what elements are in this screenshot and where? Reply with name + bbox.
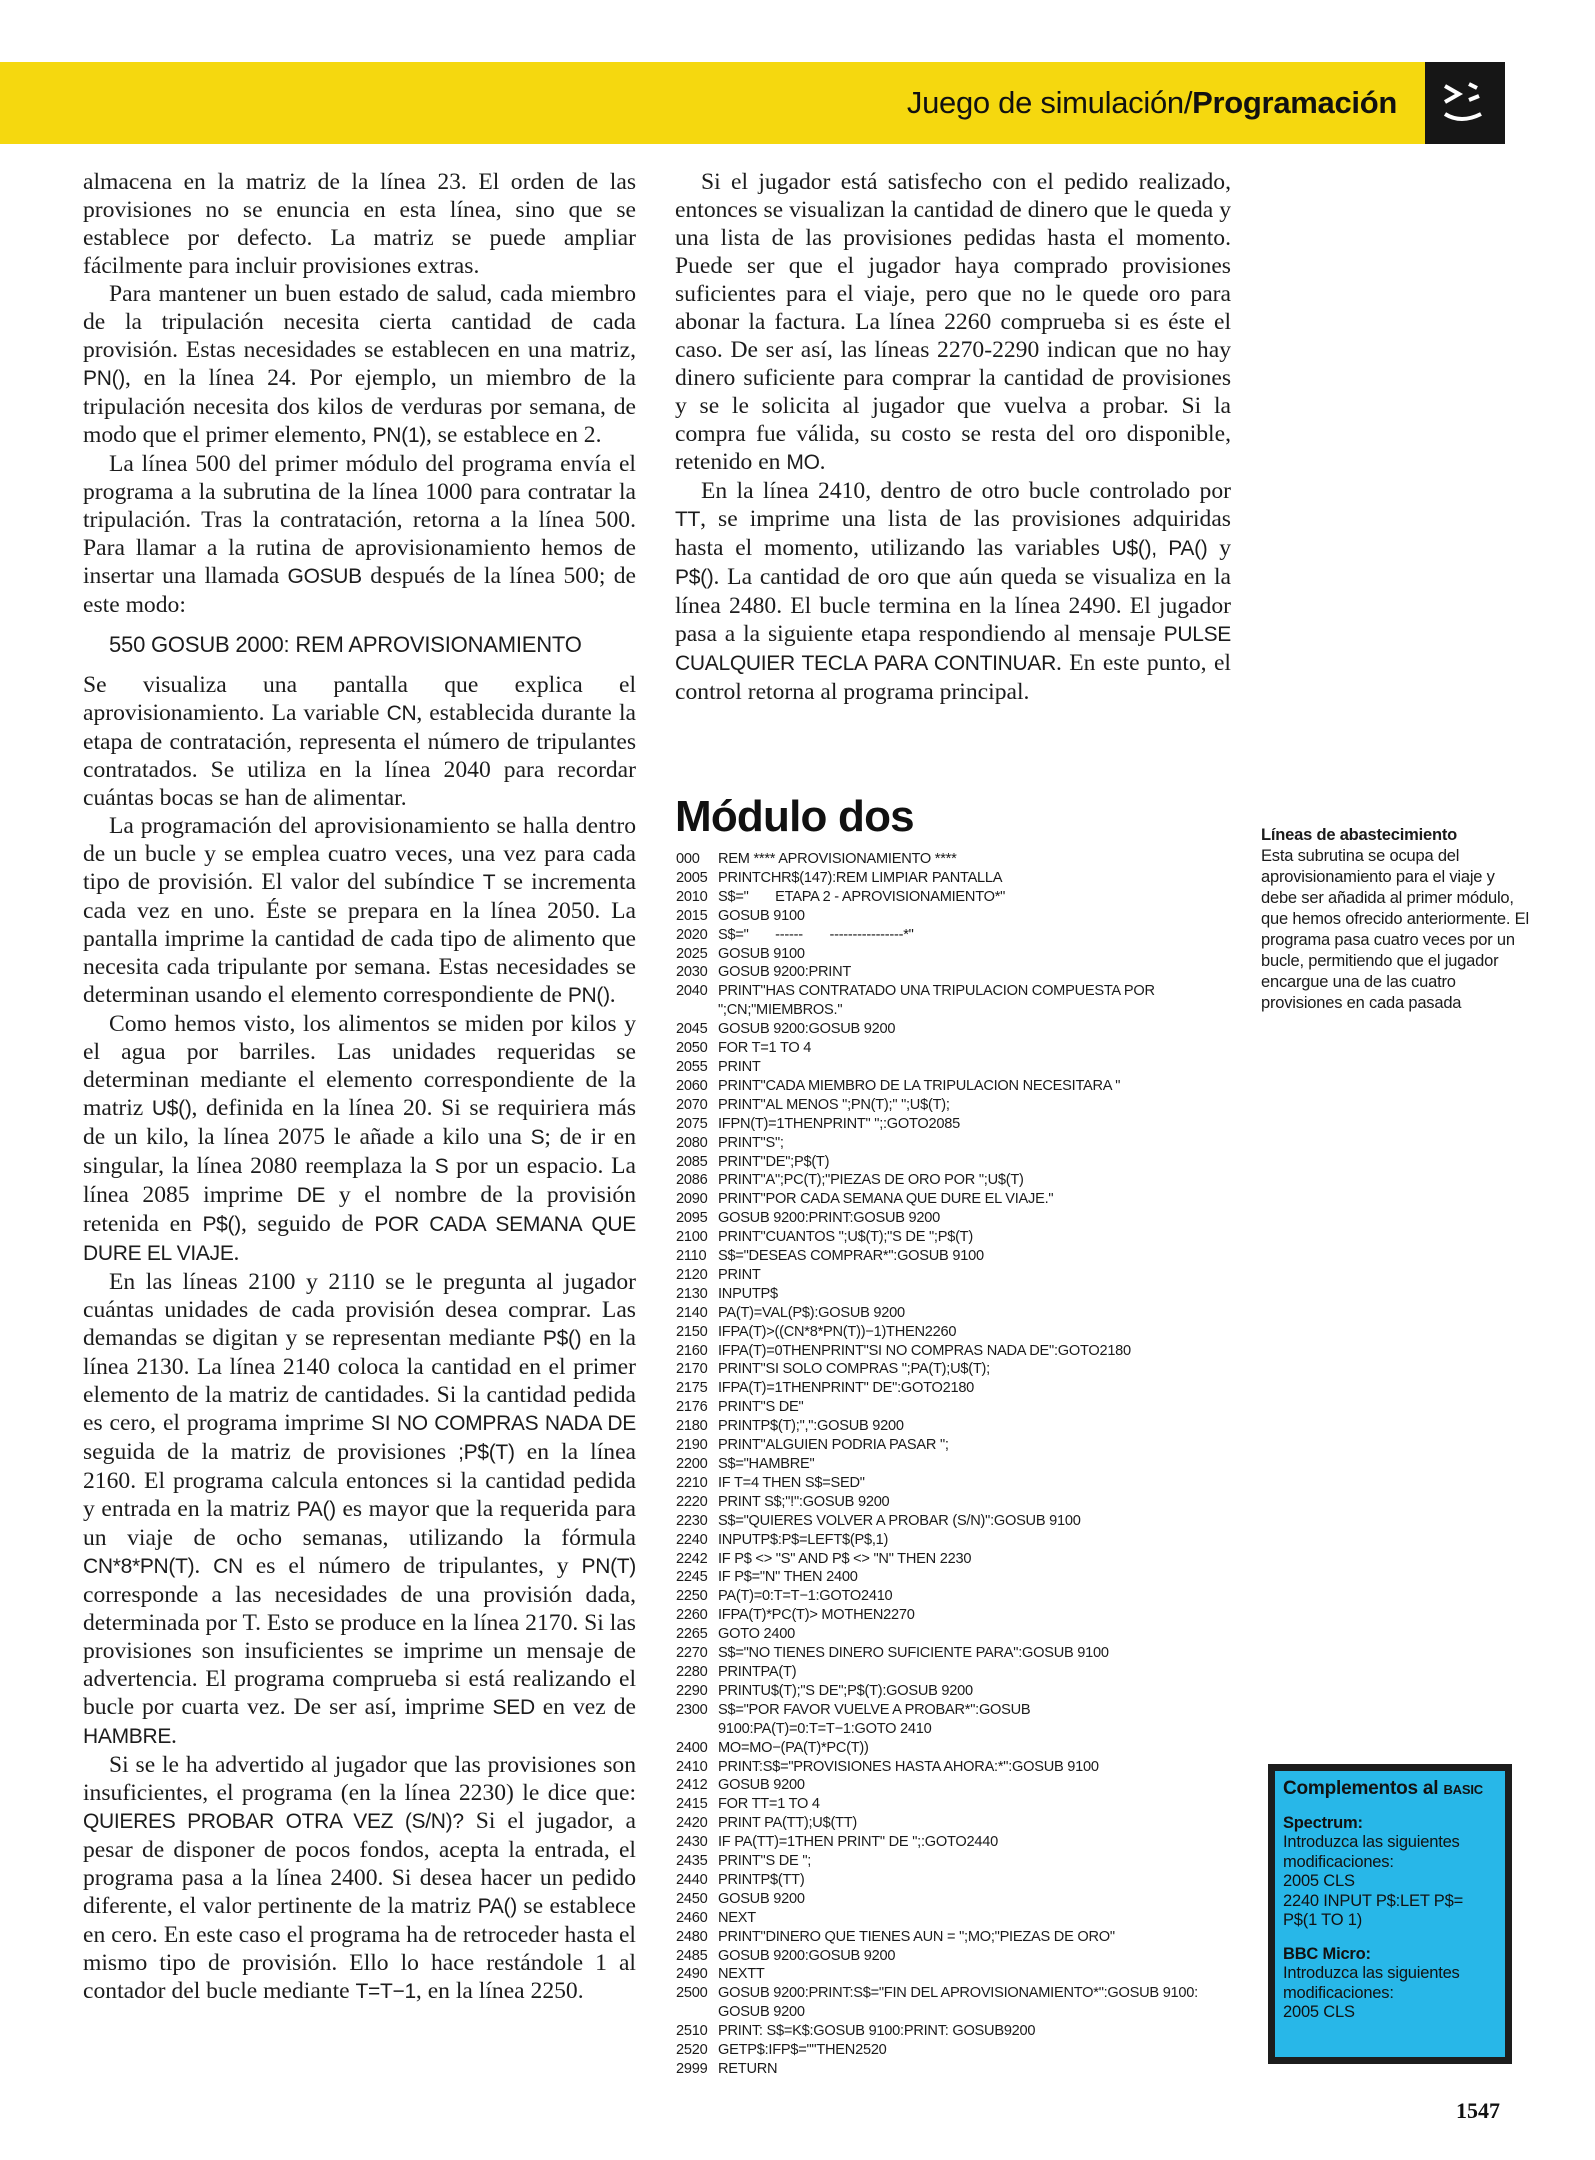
listing-line [676, 1663, 1236, 1682]
listing-line-number: 2420 [676, 1815, 708, 1832]
listing-line [676, 1266, 1236, 1285]
listing-line [676, 1871, 1236, 1890]
listing-line-code: GOSUB 9200:GOSUB 9200 [718, 1021, 896, 1038]
listing-line-number: 2010 [676, 888, 708, 905]
listing-line [676, 1360, 1236, 1379]
listing-line-code: GOTO 2400 [718, 1626, 795, 1643]
listing-line-number: 2025 [676, 945, 708, 962]
listing-line-code: PRINTU$(T);"S DE";P$(T):GOSUB 9200 [718, 1682, 973, 1699]
listing-line-code: GETP$:IFP$=""THEN2520 [718, 2042, 887, 2059]
listing-line-code: S$=" ETAPA 2 - APROVISIONAMIENTO*" [718, 888, 1006, 905]
listing-line-number: 2100 [676, 1229, 708, 1246]
listing-line [676, 1228, 1236, 1247]
listing-line-code: IF P$ <> "S" AND P$ <> "N" THEN 2230 [718, 1550, 972, 1567]
listing-line [676, 1379, 1236, 1398]
middle-text-column [675, 168, 1231, 706]
listing-line-code: IF P$="N" THEN 2400 [718, 1569, 858, 1586]
listing-line-code: IFPA(T)=1THENPRINT" DE":GOTO2180 [718, 1380, 975, 1397]
basic-complements-box [1268, 1764, 1512, 2064]
listing-line-number: 2040 [676, 983, 708, 1000]
listing-line-code: S$="DESEAS COMPRAR*":GOSUB 9100 [718, 1248, 984, 1265]
listing-line-code: PRINTPA(T) [718, 1663, 797, 1680]
listing-line-number: 2005 [676, 869, 708, 886]
listing-line-number: 2250 [676, 1588, 708, 1605]
listing-line-code: REM **** APROVISIONAMIENTO **** [718, 851, 957, 867]
listing-line [676, 1323, 1236, 1342]
listing-line-number: 2270 [676, 1645, 708, 1662]
listing-line-number: 2190 [676, 1437, 708, 1454]
listing-line-number: 2086 [676, 1172, 708, 1189]
listing-line [676, 1285, 1236, 1304]
listing-line-number: 2999 [676, 2061, 708, 2077]
running-header [907, 78, 1397, 128]
listing-line-code: PRINT"DINERO QUE TIENES AUN = ";MO;"PIEZAS DE ORO" [718, 1928, 1115, 1945]
listing-line-number: 2300 [676, 1701, 708, 1718]
listing-line-number: 2015 [676, 907, 708, 924]
listing-line-code: IFPA(T)=0THENPRINT"SI NO COMPRAS NADA DE":GOTO2180 [718, 1342, 1131, 1359]
spectrum-label: Spectrum: [1283, 1813, 1363, 1832]
listing-line-number: 2160 [676, 1342, 708, 1359]
listing-line-code: IFPN(T)=1THENPRINT" ";:GOTO2085 [718, 1115, 960, 1132]
left-paragraph-4: Se visualiza una pantalla que explica el aprovisionamiento. La variable CN, establecida durante la etapa de contratación, representa el número de tripulantes contratados. Se utiliza en la línea 2040 para recordar cuántas bocas se han de alimentar. [83, 672, 636, 811]
listing-line-code: PRINT"AL MENOS ";PN(T);" ";U$(T); [718, 1096, 950, 1113]
listing-line [676, 1606, 1236, 1625]
listing-line-number: 2242 [676, 1550, 708, 1567]
listing-line-number: 2200 [676, 1456, 708, 1472]
listing-line [676, 1474, 1236, 1493]
listing-line-number: 2170 [676, 1361, 708, 1378]
listing-line-number: 2070 [676, 1096, 708, 1113]
listing-line-number: 2045 [676, 1021, 708, 1038]
listing-line [676, 1417, 1236, 1436]
listing-line-number: 2180 [676, 1418, 708, 1435]
listing-line [676, 1171, 1236, 1190]
listing-line-number: 2400 [676, 1739, 708, 1756]
listing-line-number: 2175 [676, 1380, 708, 1397]
listing-line-code: FOR TT=1 TO 4 [718, 1796, 820, 1813]
left-paragraph-2: Para mantener un buen estado de salud, cada miembro de la tripulación necesita cierta cantidad de cada provisión. Estas necesidades se establecen en una matriz, PN(), en la línea 24. Por ejemplo, un miembro de la tripulación necesita dos kilos de verduras por semana, de modo que el primer elemento, PN(1), se establece en 2. [83, 281, 636, 448]
listing-line-code: S$="POR FAVOR VUELVE A PROBAR*":GOSUB 9100:PA(T)=0:T=T−1:GOTO 2410 [718, 1701, 1031, 1737]
listing-line [676, 1947, 1236, 1966]
left-paragraph-6: Como hemos visto, los alimentos se miden por kilos y el agua por barriles. Las unidades requeridas se determinan mediante el elemento correspondiente de la matriz U$(), definida en la línea 20. Si se requiriera más de un kilo, la línea 2075 le añade a kilo una S; de ir en singular, la línea 2080 reemplaza la S por un espacio. La línea 2085 imprime DE y el nombre de la provisión retenida en P$(), seguido de POR CADA SEMANA QUE DURE EL VIAJE. [83, 1011, 637, 1266]
listing-line-code: PA(T)=0:T=T−1:GOTO2410 [718, 1588, 893, 1605]
header-title-regular: Juego de simulación/ [906, 85, 1193, 120]
listing-line-number: 2176 [676, 1399, 708, 1416]
listing-line [676, 1550, 1236, 1569]
listing-line [676, 1758, 1236, 1777]
left-paragraph-1: almacena en la matriz de la línea 23. El orden de las provisiones no se enuncia en esta línea, sino que se establece por defecto. La matriz se puede ampliar fácilmente para incluir provisiones extras. [83, 169, 636, 279]
listing-line-code: PA(T)=VAL(P$):GOSUB 9200 [718, 1304, 905, 1321]
bbc-label: BBC Micro: [1283, 1944, 1371, 1963]
listing-line [676, 1247, 1236, 1266]
listing-line-number: 2245 [676, 1569, 708, 1586]
listing-line [676, 1833, 1236, 1852]
listing-line-code: PRINT S$;"!":GOSUB 9200 [718, 1493, 890, 1510]
listing-line [676, 2022, 1236, 2041]
listing-line-code: GOSUB 9200 [718, 1777, 805, 1794]
listing-line [676, 1190, 1236, 1209]
header-title-bold: Programación [1192, 85, 1397, 120]
listing-line-code: PRINT"S"; [718, 1134, 784, 1151]
listing-line-number: 2050 [676, 1040, 708, 1057]
listing-line-number: 2260 [676, 1607, 708, 1624]
listing-line-code: PRINT"CUANTOS ";U$(T);"S DE ";P$(T) [718, 1229, 973, 1246]
listing-line-code: GOSUB 9100 [718, 945, 805, 962]
listing-line-number: 2485 [676, 1947, 708, 1964]
listing-line [676, 1852, 1236, 1871]
listing-line-number: 2480 [676, 1928, 708, 1945]
listing-line-number: 2450 [676, 1890, 708, 1907]
listing-line-code: MO=MO−(PA(T)*PC(T)) [718, 1739, 869, 1756]
listing-line [676, 869, 1236, 888]
listing-line [676, 963, 1236, 982]
listing-line-number: 2440 [676, 1871, 708, 1888]
listing-line-code: PRINT"SI SOLO COMPRAS ";PA(T);U$(T); [718, 1361, 990, 1378]
listing-line-number: 2490 [676, 1966, 708, 1983]
bbc-line-1: 2005 CLS [1283, 2003, 1355, 2021]
listing-line [676, 926, 1236, 945]
listing-line-code: GOSUB 9200 [718, 1890, 805, 1907]
listing-line [676, 945, 1236, 964]
listing-line-code: GOSUB 9200:GOSUB 9200 [718, 1947, 896, 1964]
listing-line [676, 1928, 1236, 1947]
spectrum-line-1: 2005 CLS [1283, 1872, 1355, 1890]
listing-line-number: 000 [676, 851, 700, 867]
listing-line [676, 1568, 1236, 1587]
bbc-intro: Introduzca las siguientes modificaciones: [1283, 1964, 1460, 2002]
listing-line-number: 2412 [676, 1777, 708, 1794]
listing-line [676, 1020, 1236, 1039]
listing-line-code: NEXTT [718, 1966, 765, 1983]
left-paragraph-5: La programación del aprovisionamiento se halla dentro de un bucle y se emplea cuatro veces, una vez para cada tipo de provisión. El valor del subíndice T se incrementa cada vez en uno. Éste se prepara en la línea 2050. La pantalla imprime la cantidad de cada tipo de alimento que necesita cada tripulante por semana. Estas necesidades se determinan usando el elemento correspondiente de PN(). [83, 813, 636, 1008]
listing-line-number: 2090 [676, 1191, 708, 1208]
listing-line [676, 1209, 1236, 1228]
listing-line [676, 1795, 1236, 1814]
listing-line-number: 2460 [676, 1909, 708, 1926]
listing-line-code: IFPA(T)>((CN*8*PN(T))−1)THEN2260 [718, 1323, 957, 1340]
listing-line-number: 2265 [676, 1626, 708, 1643]
listing-line-number: 2280 [676, 1663, 708, 1680]
listing-line [676, 1436, 1236, 1455]
side-caption-title: Líneas de abastecimiento [1261, 826, 1458, 844]
spectrum-intro: Introduzca las siguientes modificaciones: [1283, 1833, 1460, 1871]
listing-line [676, 982, 1236, 1020]
listing-line-code: PRINT"A";PC(T);"PIEZAS DE ORO POR ";U$(T) [718, 1172, 1024, 1189]
listing-line-number: 2430 [676, 1834, 708, 1851]
listing-line [676, 1644, 1236, 1663]
listing-line-code: PRINT"S DE" [718, 1399, 804, 1416]
listing-line-number: 2510 [676, 2023, 708, 2040]
listing-line [676, 1493, 1236, 1512]
listing-line-code: IF PA(TT)=1THEN PRINT" DE ";:GOTO2440 [718, 1834, 998, 1851]
listing-line-code: IFPA(T)*PC(T)> MOTHEN2270 [718, 1607, 915, 1624]
listing-line-code: GOSUB 9200:PRINT:S$="FIN DEL APROVISIONAMIENTO*":GOSUB 9100: GOSUB 9200 [718, 1985, 1198, 2021]
code-example-line: 550 GOSUB 2000: REM APROVISIONAMIENTO [109, 632, 582, 657]
listing-line [676, 1512, 1236, 1531]
listing-line-number: 2520 [676, 2042, 708, 2059]
listing-line [676, 1153, 1236, 1172]
listing-line-code: PRINT"POR CADA SEMANA QUE DURE EL VIAJE." [718, 1191, 1054, 1208]
listing-line [676, 1890, 1236, 1909]
left-text-column [83, 168, 636, 2006]
listing-line-code: PRINT"CADA MIEMBRO DE LA TRIPULACION NECESITARA " [718, 1077, 1121, 1094]
listing-line [676, 1682, 1236, 1701]
mid-paragraph-1: Si el jugador está satisfecho con el pedido realizado, entonces se visualizan la cantidad de dinero que le queda y una lista de las provisiones pedidas hasta el momento. Puede ser que el jugador haya comprado provisiones suficientes para el viaje, pero que no le quede oro para abonar la factura. La línea 2260 comprueba si es éste el caso. De ser así, las líneas 2270-2290 indican que no hay dinero suficiente para comprar la cantidad de provisiones y se le solicita al jugador que vuelva a probar. Si la compra fue válida, su costo se resta del oro disponible, retenido en MO. [675, 169, 1231, 475]
side-caption [1261, 825, 1531, 1014]
left-paragraph-7: En las líneas 2100 y 2110 se le pregunta al jugador cuántas unidades de cada provisión desea comprar. Las demandas se digitan y se representan mediante P$() en la línea 2130. La línea 2140 coloca la cantidad en el primer elemento de la matriz de cantidades. Si la cantidad pedida es cero, el programa imprime SI NO COMPRAS NADA DE seguida de la matriz de provisiones ;P$(T) en la línea 2160. El programa calcula entonces si la cantidad pedida y entrada en la matriz PA() es mayor que la requerida para un viaje de ocho semanas, utilizando la fórmula CN*8*PN(T). CN es el número de tripulantes, y PN(T) corresponde a las necesidades de una provisión dada, determinada por T. Esto se produce en la línea 2170. Si las provisiones son insuficientes se imprime un mensaje de advertencia. El programa comprueba si está realizando el bucle por cuarta vez. De ser así, imprime SED en vez de HAMBRE. [83, 1269, 637, 1749]
listing-line-number: 2240 [676, 1531, 708, 1548]
listing-line [676, 850, 1236, 869]
listing-line-code: PRINT PA(TT);U$(TT) [718, 1815, 858, 1832]
listing-line [676, 1739, 1236, 1758]
listing-line-number: 2110 [676, 1248, 707, 1265]
listing-line-number: 2290 [676, 1682, 708, 1699]
listing-line [676, 1814, 1236, 1833]
left-paragraph-8: Si se le ha advertido al jugador que las provisiones son insuficientes, el programa (en la línea 2230) le dice que: QUIERES PROBAR OTRA VEZ (S/N)? Si el jugador, a pesar de disponer de pocos fondos, acepta la entrada, el programa pasa a la línea 2400. Si desea hacer un pedido diferente, el valor pertinente de la matriz PA() se establece en cero. En este caso el programa ha de retroceder hasta el mismo tipo de provisión. Ello lo hace restándole 1 al contador del bucle mediante T=T−1, en la línea 2250. [83, 1752, 636, 2004]
listing-line-number: 2095 [676, 1210, 708, 1227]
listing-line [676, 1096, 1236, 1115]
listing-line [676, 1134, 1236, 1153]
listing-line-code: PRINT [718, 1058, 761, 1075]
listing-line-code: GOSUB 9200:PRINT:GOSUB 9200 [718, 1210, 940, 1227]
listing-line [676, 1039, 1236, 1058]
listing-line-number: 2220 [676, 1493, 708, 1510]
listing-line [676, 2041, 1236, 2060]
listing-line-number: 2080 [676, 1134, 708, 1151]
listing-line-code: PRINT: S$=K$:GOSUB 9100:PRINT: GOSUB9200 [718, 2023, 1036, 2040]
listing-line-code: IF T=4 THEN S$=SED" [718, 1474, 865, 1491]
listing-line [676, 1531, 1236, 1550]
listing-line-code: S$="HAMBRE" [718, 1456, 815, 1472]
listing-line [676, 1625, 1236, 1644]
listing-line-code: PRINTCHR$(147):REM LIMPIAR PANTALLA [718, 869, 1003, 886]
listing-line-number: 2435 [676, 1853, 708, 1870]
listing-line-number: 2120 [676, 1266, 708, 1283]
listing-line-number: 2500 [676, 1985, 708, 2002]
listing-line-number: 2150 [676, 1323, 708, 1340]
listing-line-code: FOR T=1 TO 4 [718, 1040, 812, 1057]
listing-line-number: 2210 [676, 1474, 708, 1491]
listing-line-number: 2020 [676, 926, 708, 943]
listing-line [676, 907, 1236, 926]
mid-paragraph-2: En la línea 2410, dentro de otro bucle controlado por TT, se imprime una lista de las provisiones adquiridas hasta el momento, utilizando las variables U$(), PA() y P$(). La cantidad de oro que aún queda se visualiza en la línea 2480. El bucle termina en la línea 2490. El jugador pasa a la siguiente etapa respondiendo al mensaje PULSE CUALQUIER TECLA PARA CONTINUAR. En este punto, el control retorna al programa principal. [675, 478, 1231, 705]
listing-line-code: PRINT:S$="PROVISIONES HASTA AHORA:*":GOSUB 9100 [718, 1758, 1099, 1775]
listing-line [676, 1304, 1236, 1323]
listing-line [676, 1965, 1236, 1984]
listing-line [676, 1115, 1236, 1134]
listing-line-number: 2130 [676, 1285, 708, 1302]
listing-line-number: 2085 [676, 1153, 708, 1170]
listing-line-number: 2415 [676, 1796, 708, 1813]
listing-line [676, 1587, 1236, 1606]
left-paragraph-3: La línea 500 del primer módulo del programa envía el programa a la subrutina de la línea 1000 para contratar la tripulación. Tras la contratación, retorna a la línea 500. Para llamar a la rutina de aprovisionamiento hemos de insertar una llamada GOSUB después de la línea 500; de este modo: [83, 451, 637, 618]
listing-line-code: PRINTP$(T);",":GOSUB 9200 [718, 1418, 904, 1435]
listing-line [676, 2060, 1236, 2079]
listing-line-number: 2075 [676, 1115, 708, 1132]
spectrum-line-2: 2240 INPUT P$:LET P$= P$(1 TO 1) [1283, 1891, 1464, 1929]
listing-line-code: PRINT"DE";P$(T) [718, 1153, 830, 1170]
listing-line-number: 2030 [676, 964, 708, 981]
listing-line [676, 1077, 1236, 1096]
listing-line-number: 2055 [676, 1058, 708, 1075]
listing-line-code: INPUTP$:P$=LEFT$(P$,1) [718, 1531, 889, 1548]
listing-line-code: PRINT"ALGUIEN PODRIA PASAR "; [718, 1437, 949, 1454]
listing-line [676, 1342, 1236, 1361]
basic-complements-inner [1275, 1771, 1505, 2057]
listing-line-number: 2230 [676, 1512, 708, 1529]
listing-line [676, 1455, 1236, 1474]
listing-line-code: PRINT"S DE "; [718, 1853, 812, 1870]
basic-program-listing [676, 850, 1236, 2079]
listing-line [676, 1058, 1236, 1077]
listing-line [676, 1776, 1236, 1795]
listing-line-code: PRINT [718, 1266, 761, 1283]
listing-line-code: NEXT [718, 1909, 756, 1926]
listing-line [676, 1909, 1236, 1928]
module-heading: Módulo dos [675, 792, 914, 841]
listing-line [676, 1398, 1236, 1417]
listing-line-number: 2140 [676, 1304, 708, 1321]
listing-line-number: 2060 [676, 1077, 708, 1094]
listing-line-code: S$=" ------ ----------------*" [718, 926, 914, 943]
listing-line-code: GOSUB 9200:PRINT [718, 964, 852, 981]
side-caption-body: Esta subrutina se ocupa del aprovisionamiento para el viaje y debe ser añadida al primer módulo, que hemos ofrecido anteriormente. El programa pasa cuatro veces por un bucle, permitiendo que el jugador encargue una de las cuatro provisiones en cada pasada [1261, 847, 1529, 1012]
listing-line-code: PRINT"HAS CONTRATADO UNA TRIPULACION COMPUESTA POR ";CN;"MIEMBROS." [718, 983, 1155, 1019]
listing-line [676, 1701, 1236, 1739]
listing-line [676, 888, 1236, 907]
listing-line-code: S$="NO TIENES DINERO SUFICIENTE PARA":GOSUB 9100 [718, 1645, 1109, 1662]
listing-line-number: 2410 [676, 1758, 708, 1775]
listing-line-code: S$="QUIERES VOLVER A PROBAR (S/N)":GOSUB 9100 [718, 1512, 1081, 1529]
listing-line-code: INPUTP$ [718, 1285, 778, 1302]
series-logo-icon [1425, 62, 1505, 144]
listing-line-code: GOSUB 9100 [718, 907, 805, 924]
listing-line [676, 1984, 1236, 2022]
page-number: 1547 [1456, 2098, 1500, 2123]
listing-line-code: PRINTP$(TT) [718, 1871, 805, 1888]
basic-box-title: Complementos al BASIC [1283, 1778, 1483, 1799]
listing-line-code: RETURN [718, 2061, 778, 2077]
